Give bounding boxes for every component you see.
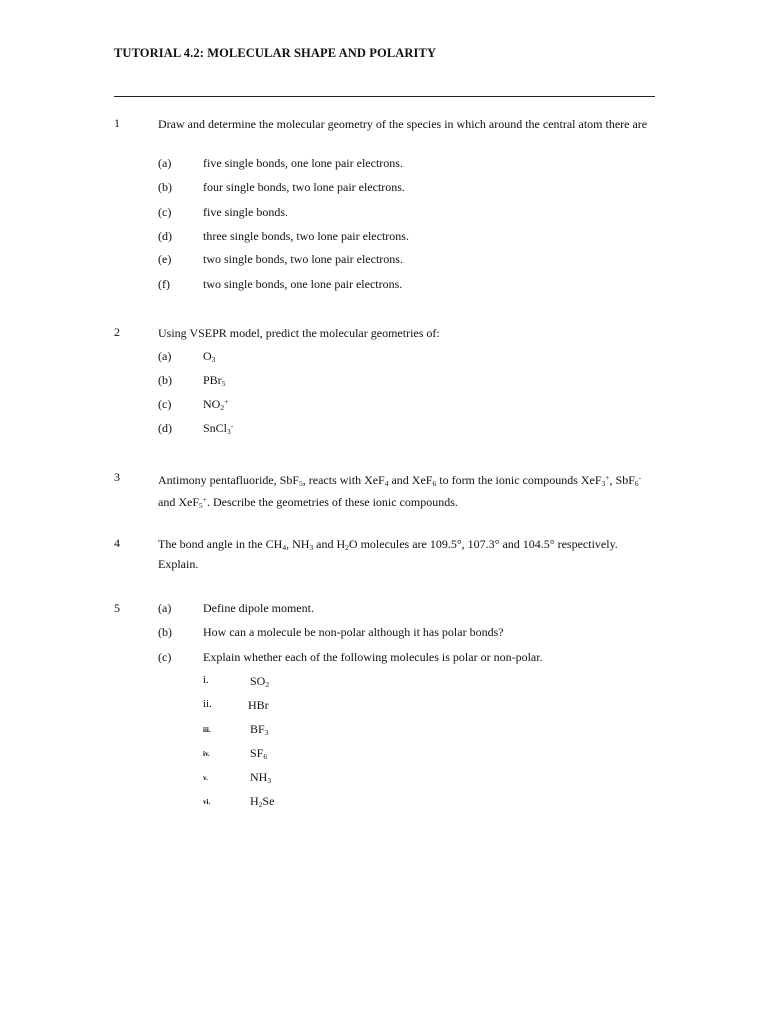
q5-molecule-numeral: iii. bbox=[203, 726, 211, 734]
q5-molecule-numeral: vi. bbox=[203, 798, 211, 806]
q2-item-formula: $NO_2^+$ bbox=[203, 397, 229, 412]
q5-item-text: Explain whether each of the following molecules is polar or non-polar. bbox=[203, 650, 543, 664]
q2-item-label: (c) bbox=[158, 397, 172, 411]
q5-molecule-formula: $SO_2$ bbox=[250, 674, 270, 689]
q2-item-label: (b) bbox=[158, 373, 172, 387]
q5-molecule-numeral: v. bbox=[203, 774, 208, 782]
q5-molecule-formula: $SF_6$ bbox=[250, 746, 268, 761]
page-title: TUTORIAL 4.2: MOLECULAR SHAPE AND POLARITY bbox=[114, 46, 437, 60]
q5-molecule-formula: $NH_3$ bbox=[250, 770, 272, 785]
q1-item-label: (c) bbox=[158, 205, 172, 219]
q2-item-formula: SnCl$_3$- bbox=[203, 421, 234, 436]
q1-item-text: two single bonds, two lone pair electrons. bbox=[203, 252, 403, 266]
q5-item-label: (b) bbox=[158, 625, 172, 639]
q5-molecule-numeral: iv. bbox=[203, 750, 210, 758]
question-5-number: 5 bbox=[114, 601, 120, 615]
q5-item-label: (a) bbox=[158, 601, 172, 615]
q1-item-label: (a) bbox=[158, 156, 172, 170]
q1-item-label: (f) bbox=[158, 277, 170, 291]
q2-item-label: (d) bbox=[158, 421, 172, 435]
q2-item-label: (a) bbox=[158, 349, 172, 363]
q5-molecule-formula: $H_2Se$ bbox=[250, 794, 275, 809]
q1-item-text: five single bonds. bbox=[203, 205, 288, 219]
q5-item-text: Define dipole moment. bbox=[203, 601, 314, 615]
question-4-text: The bond angle in the $CH_4$, $NH_3$ and $H_2O$ molecules are 109.5°, 107.3° and 104.5° respectively. Explain. bbox=[158, 537, 618, 571]
q1-item-text: two single bonds, one lone pair electrons. bbox=[203, 277, 403, 291]
q5-item-text: How can a molecule be non-polar although it has polar bonds? bbox=[203, 625, 504, 639]
question-3-number: 3 bbox=[114, 470, 120, 484]
question-2-number: 2 bbox=[114, 325, 120, 339]
q5-molecule-formula: $BF_3$ bbox=[250, 722, 269, 737]
question-3-text: Antimony pentafluoride, SbF$_5$, reacts with XeF$_4$ and XeF$_6$ to form the ionic compounds XeF$_3$+, SbF$_6$- and XeF$_5$+. Describe the geometries of these ionic compounds. bbox=[158, 473, 642, 510]
q5-molecule-formula: HBr bbox=[248, 698, 269, 712]
q5-item-label: (c) bbox=[158, 650, 172, 664]
title-divider bbox=[114, 96, 655, 97]
q1-item-text: five single bonds, one lone pair electrons. bbox=[203, 156, 403, 170]
question-1-text: Draw and determine the molecular geometry of the species in which around the central atom there are bbox=[158, 117, 648, 131]
question-4-number: 4 bbox=[114, 536, 120, 550]
q1-item-text: three single bonds, two lone pair electrons. bbox=[203, 229, 409, 243]
q1-item-label: (b) bbox=[158, 180, 172, 194]
q1-item-label: (d) bbox=[158, 229, 172, 243]
q5-molecule-numeral: ii. bbox=[203, 698, 212, 710]
q5-molecule-numeral: i. bbox=[203, 674, 209, 686]
q2-item-formula: $O_3$ bbox=[203, 349, 216, 364]
question-1-number: 1 bbox=[114, 116, 120, 130]
question-2-text: Using VSEPR model, predict the molecular geometries of: bbox=[158, 326, 440, 340]
q1-item-label: (e) bbox=[158, 252, 172, 266]
q2-item-formula: PBr$_5$ bbox=[203, 373, 226, 388]
q1-item-text: four single bonds, two lone pair electrons. bbox=[203, 180, 405, 194]
